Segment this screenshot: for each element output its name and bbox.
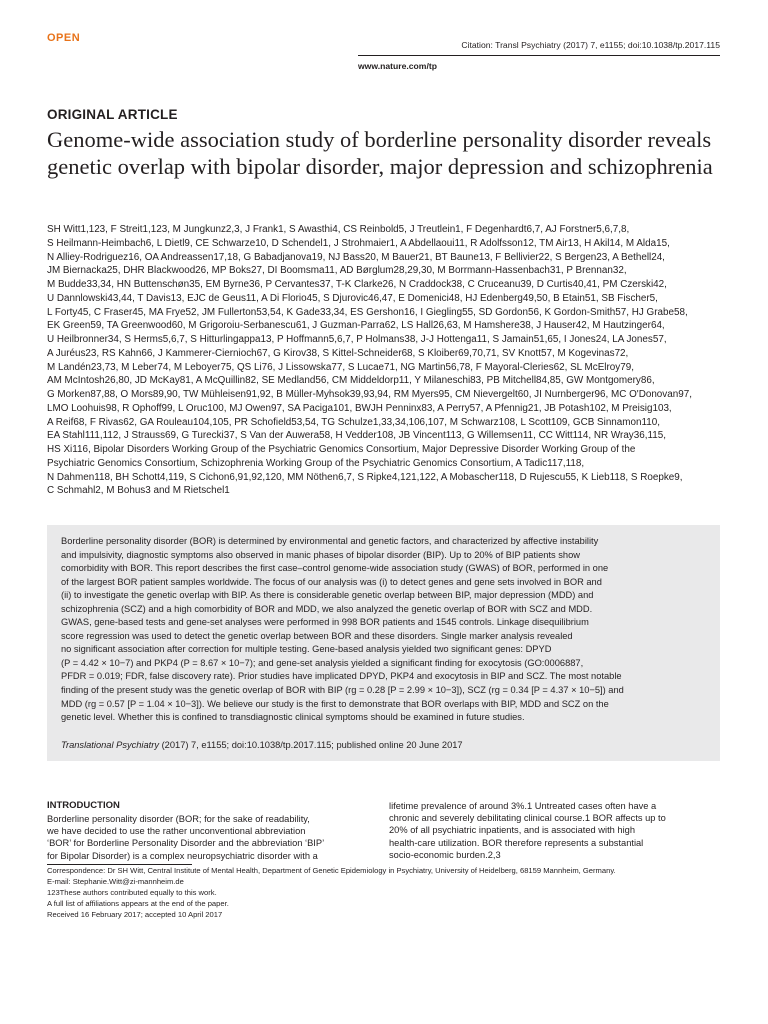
author-line: Psychiatric Genomics Consortium, Schizophrenia Working Group of the Psychiatric Genomics Consortium, A Tadic117,118,	[47, 457, 585, 469]
author-line: EA Stahl111,112, J Strauss69, G Turecki37, S Van der Auwera58, H Vedder108, JB Vincent113, G Willemsen11, CC Witt114, NR Wray36,115,	[47, 430, 666, 442]
author-line: S Heilmann-Heimbach6, L Dietl9, CE Schwarze10, D Schendel1, J Strohmaier1, A Abdellaoui11, R Adolfsson12, TM Air13, H Akil14, M Alda15,	[47, 237, 670, 249]
author-line: A Reif68, F Rivas62, GA Rouleau104,105, PR Schofield53,54, TG Schulze1,33,34,106,107, M Schwarz108, L Scott109, GCB Sinnamon110,	[47, 416, 660, 428]
abstract-line: schizophrenia (SCZ) and a high comorbidity of BOR and MDD, we also analyzed the genetic overlap of BOR with SCZ and MDD.	[61, 603, 593, 614]
abstract-line: genetic level. Whether this is confined to transdiagnostic clinical symptoms should be examined in future studies.	[61, 712, 525, 723]
author-line: A Juréus23, RS Kahn66, J Kammerer-Ciernioch67, G Kirov38, S Kittel-Schneider68, S Kloiber69,70,71, SV Knott57, M Kogevinas72,	[47, 347, 629, 359]
footnote-line: Received 16 February 2017; accepted 10 April 2017	[47, 909, 223, 919]
abstract-line: Borderline personality disorder (BOR) is determined by environmental and genetic factors, and characterized by affective instability	[61, 536, 599, 546]
article-title: Genome-wide association study of borderline personality disorder reveals genetic overlap with bipolar disorder, major depression and schizophrenia	[47, 127, 713, 179]
author-line: JM Biernacka25, DHR Blackwood26, MP Boks27, DI Boomsma11, AD Børglum28,29,30, M Borrmann-Hassenbach31, P Brennan32,	[47, 265, 627, 277]
author-line: C Schmahl2, M Bohus3 and M Rietschel1	[47, 485, 230, 497]
journal-details: (2017) 7, e1155; doi:10.1038/tp.2017.115; published online 20 June 2017	[159, 740, 463, 750]
author-line: N Dahmen118, BH Schott4,119, S Cichon6,91,92,120, MM Nöthen6,7, S Ripke4,121,122, A Mobascher118, D Rujescu55, K Lieb118, S Roepke9,	[47, 471, 683, 483]
author-line: AM McIntosh26,80, JD McKay81, A McQuillin82, SE Medland56, CM Middeldorp11, Y Milaneschi83, PB Mitchell84,85, GW Montgomery86,	[47, 375, 655, 387]
author-line: EK Green59, TA Greenwood60, M Grigoroiu-Serbanescu61, J Guzman-Parra62, LS Hall26,63, M Hamshere38, J Hauser42, M Hautzinger64,	[47, 320, 665, 332]
author-line: SH Witt1,123, F Streit1,123, M Jungkunz2,3, J Frank1, S Awasthi4, CS Reinbold5, J Treutlein1, F Degenhardt6,7, AJ Forstner5,6,7,8,	[47, 224, 630, 235]
open-access-label: OPEN	[47, 32, 81, 44]
author-line: M Budde33,34, HN Buttenschøn35, EM Byrne36, P Cervantes37, T-K Clarke26, N Craddock38, C Cruceanu39, D Curtis40,41, PM Czerski42,	[47, 279, 667, 290]
abstract-line: no significant association after correction for multiple testing. Gene-based analysis yielded two significant genes: DPYD	[61, 644, 552, 655]
author-line: L Forty45, C Fraser45, MA Frye52, JM Fullerton53,54, K Gade33,34, ES Gershon16, I Giegling55, SD Gordon56, K Gordon-Smith57, HJ Grabe58,	[47, 306, 688, 318]
header-rule	[358, 55, 720, 56]
abstract-line: MDD (rg = 0.57 [P = 1.04 × 10−3]). We believe our study is the first to demonstrate that BOR overlaps with BIP, MDD and SCZ on the	[61, 698, 609, 709]
footnote-line: E-mail: Stephanie.Witt@zi-mannheim.de	[47, 876, 184, 886]
intro-line: health-care utilization. BOR therefore represents a substantial	[389, 837, 644, 848]
abstract-text	[61, 535, 715, 725]
abstract-line: and impulsivity, diagnostic symptoms also observed in manic phases of bipolar disorder (BIP). Up to 20% of BIP patients show	[61, 549, 580, 560]
intro-left-column	[47, 813, 375, 862]
author-line: M Landén23,73, M Leber74, M Leboyer75, QS Li76, J Lissowska77, S Lucae71, NG Martin56,78, F Mayoral-Cleries62, SL McElroy79,	[47, 361, 634, 373]
intro-right-column	[389, 800, 720, 861]
intro-line: for Bipolar Disorder) is a complex neuropsychiatric disorder with a	[47, 850, 318, 861]
footnotes	[47, 866, 737, 921]
journal-reference	[61, 740, 463, 750]
intro-line: 20% of all psychiatric inpatients, and is associated with high	[389, 825, 635, 836]
author-line: G Morken87,88, O Mors89,90, TW Mühleisen91,92, B Müller-Myhsok39,93,94, RM Myers95, CM Nievergelt60, JI Nurnberger96, MC O'Donovan97,	[47, 389, 692, 400]
abstract-line: PFDR = 0.019; FDR, false discovery rate). Prior studies have implicated DPYD, PKP4 and exocytosis in BIP and SCZ. The most notable	[61, 671, 622, 682]
intro-line: lifetime prevalence of around 3%.1 Untreated cases often have a	[389, 801, 657, 811]
abstract-line: GWAS, gene-based tests and gene-set analyses were performed in 998 BOR patients and 1545 controls. Linkage disequilibrium	[61, 617, 589, 628]
journal-url[interactable]: www.nature.com/tp	[358, 61, 437, 71]
intro-line: we have decided to use the rather unconventional abbreviation	[47, 826, 306, 837]
abstract-line: of the largest BOR patient samples worldwide. The focus of our analysis was (i) to detect genes and gene sets involved in BOR and	[61, 576, 602, 587]
section-heading-introduction: INTRODUCTION	[47, 800, 120, 811]
abstract-line: (P = 4.42 × 10−7) and PKP4 (P = 8.67 × 10−7); and gene-set analysis yielded a significant finding for exocytosis (GO:0006887,	[61, 657, 584, 668]
journal-name: Translational Psychiatry	[61, 740, 159, 750]
author-list	[47, 223, 727, 498]
footnote-rule	[47, 864, 192, 865]
abstract-line: score regression was used to detect the genetic overlap between BOR and these disorders. Single marker analysis revealed	[61, 630, 573, 641]
intro-line: ‘BOR’ for Borderline Personality Disorder and the abbreviation ‘BIP’	[47, 838, 325, 849]
author-line: HS Xi116, Bipolar Disorders Working Group of the Psychiatric Genomics Consortium, Major Depressive Disorder Working Group of the	[47, 444, 636, 455]
intro-line: socio-economic burden.2,3	[389, 849, 501, 860]
footnote-line: A full list of affiliations appears at the end of the paper.	[47, 898, 229, 908]
intro-line: Borderline personality disorder (BOR; for the sake of readability,	[47, 814, 310, 824]
footnote-line: 123These authors contributed equally to this work.	[47, 887, 217, 897]
citation-line: Citation: Transl Psychiatry (2017) 7, e1155; doi:10.1038/tp.2017.115	[461, 40, 720, 50]
author-line: N Alliey-Rodriguez16, OA Andreassen17,18, G Babadjanova19, NJ Bass20, M Bauer21, BT Baune13, F Bellivier22, S Bergen23, A Bethell24,	[47, 251, 665, 263]
abstract-line: finding of the present study was the genetic overlap of BOR with BIP (rg = 0.28 [P = 2.99 × 10−3]), SCZ (rg = 0.34 [P = 4.37 × 10−5]) and	[61, 685, 624, 696]
author-line: LMO Loohuis98, R Ophoff99, L Oruc100, MJ Owen97, SA Paciga101, BWJH Penninx83, A Perry57, A Pfennig21, JB Potash102, M Preisig103,	[47, 402, 672, 414]
abstract-line: (ii) to investigate the genetic overlap with BIP. As there is considerable genetic overlap between BIP, major depression (MDD) and	[61, 590, 594, 601]
author-line: U Heilbronner34, S Herms5,6,7, S Hitturlingappa13, P Hoffmann5,6,7, P Holmans38, J-J Hottenga11, S Jamain51,65, I Jones24, LA Jones57,	[47, 334, 667, 345]
abstract-line: comorbidity with BOR. This report describes the first case–control genome-wide association study (GWAS) of BOR, performed in one	[61, 563, 609, 574]
intro-line: chronic and severely debilitating clinical course.1 BOR affects up to	[389, 813, 666, 824]
article-type: ORIGINAL ARTICLE	[47, 107, 178, 122]
author-line: U Dannlowski43,44, T Davis13, EJC de Geus11, A Di Florio45, S Djurovic46,47, E Domenici48, HJ Edenberg49,50, B Etain51, SB Fischer5,	[47, 292, 658, 304]
footnote-line: Correspondence: Dr SH Witt, Central Institute of Mental Health, Department of Genetic Epidemiology in Psychiatry, University of Heidelberg, 68159 Mannheim, Germany.	[47, 866, 616, 875]
abstract-box	[47, 525, 720, 761]
